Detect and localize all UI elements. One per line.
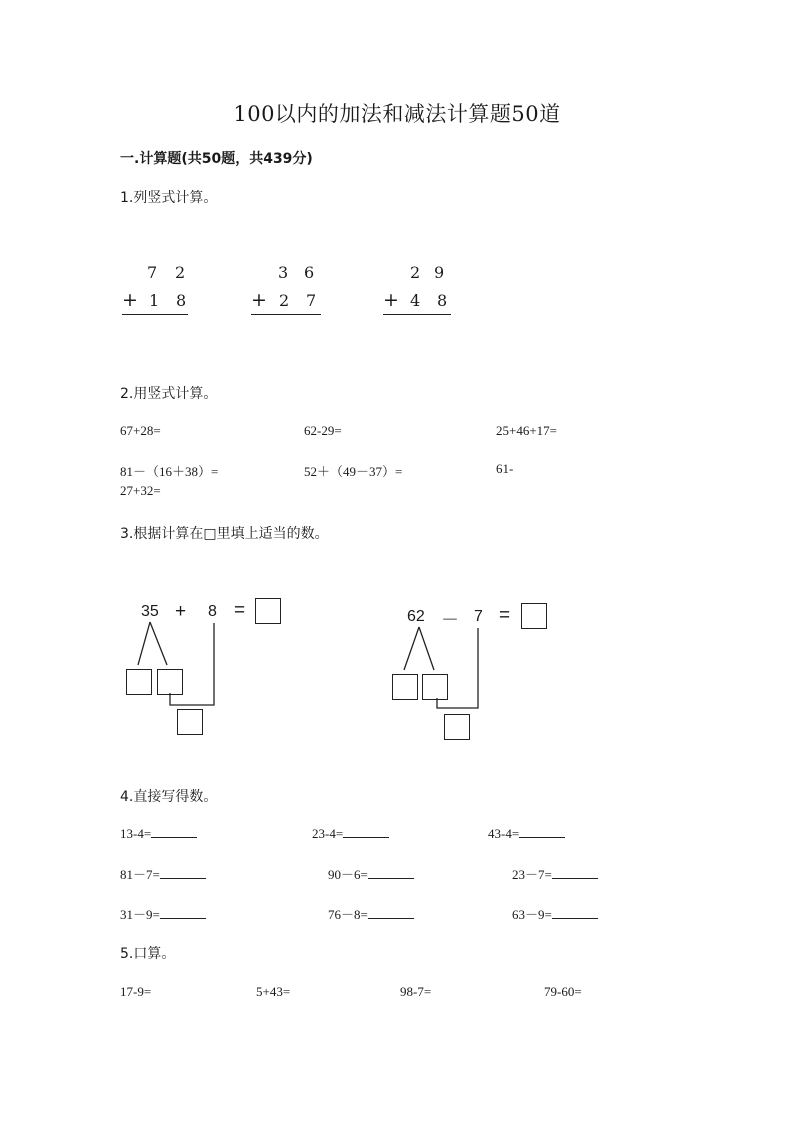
expression: 43-4= (488, 826, 520, 841)
answer-blank[interactable] (552, 906, 598, 919)
section-heading: 一.计算题(共50题，共439分) (120, 151, 313, 167)
subtrahend: 7 (474, 608, 483, 625)
first-addend: 35 (141, 603, 159, 620)
partial-sum-box[interactable] (177, 709, 203, 735)
expression: 90－6= (328, 867, 368, 882)
mental-math-item (120, 904, 206, 923)
split-box-tens[interactable] (392, 674, 418, 700)
expression-item: 81－（16＋38）= (120, 464, 219, 479)
expression: 76－8= (328, 907, 368, 922)
oral-math-item: 5+43= (256, 984, 291, 999)
equals-sign: = (499, 605, 511, 626)
answer-blank[interactable] (368, 906, 414, 919)
expression: 23-4= (312, 826, 344, 841)
mental-math-item (328, 864, 414, 883)
mental-math-item (328, 904, 414, 923)
bottom-tens-digit: 4 (410, 291, 421, 310)
mental-math-item (312, 825, 389, 842)
expression-item: 52＋（49－37）= (304, 464, 403, 479)
plus-sign: + (122, 289, 138, 311)
bottom-ones-digit: 7 (306, 291, 317, 310)
answer-box[interactable] (255, 598, 281, 624)
expression-item: 27+32= (120, 483, 161, 498)
sum-line (122, 314, 188, 315)
expression: 81－7= (120, 867, 160, 882)
bottom-ones-digit: 8 (176, 291, 187, 310)
expression: 23－7= (512, 867, 552, 882)
split-box-tens[interactable] (126, 669, 152, 695)
expression: 31－9= (120, 907, 160, 922)
top-tens-digit: 3 (278, 263, 289, 282)
question-4-heading: 4.直接写得数。 (120, 789, 218, 805)
oral-math-item: 79-60= (544, 984, 582, 999)
answer-blank[interactable] (160, 866, 206, 879)
expression-item: 61- (496, 461, 514, 476)
equals-sign: = (234, 600, 246, 621)
answer-box[interactable] (521, 603, 547, 629)
split-box-ones[interactable] (157, 669, 183, 695)
top-tens-digit: 7 (147, 263, 158, 282)
operator: + (175, 601, 187, 622)
answer-blank[interactable] (552, 866, 598, 879)
bottom-tens-digit: 2 (279, 291, 290, 310)
question-5-heading: 5.口算。 (120, 946, 176, 962)
mental-math-item (488, 825, 565, 842)
top-ones-digit: 2 (175, 263, 186, 282)
expression: 63－9= (512, 907, 552, 922)
page-title: 100以内的加法和减法计算题50道 (233, 102, 561, 126)
answer-blank[interactable] (151, 825, 197, 838)
top-ones-digit: 9 (434, 263, 445, 282)
question-3-heading: 3.根据计算在□里填上适当的数。 (120, 526, 329, 542)
expression-item: 25+46+17= (496, 423, 557, 438)
operator: － (441, 610, 459, 630)
plus-sign: + (383, 289, 399, 311)
second-addend: 8 (208, 603, 217, 620)
split-box-ones[interactable] (422, 674, 448, 700)
mental-math-item (512, 904, 598, 923)
expression: 13-4= (120, 826, 152, 841)
decomposition-lines (120, 615, 230, 715)
answer-blank[interactable] (519, 825, 565, 838)
sum-line (383, 314, 451, 315)
answer-blank[interactable] (368, 866, 414, 879)
top-tens-digit: 2 (410, 263, 421, 282)
bottom-tens-digit: 1 (149, 291, 160, 310)
oral-math-item: 98-7= (400, 984, 432, 999)
mental-math-item (120, 864, 206, 883)
partial-result-box[interactable] (444, 714, 470, 740)
mental-math-item (512, 864, 598, 883)
question-2-heading: 2.用竖式计算。 (120, 386, 218, 402)
top-ones-digit: 6 (304, 263, 315, 282)
sum-line (251, 314, 321, 315)
expression-item: 62-29= (304, 423, 342, 438)
bottom-ones-digit: 8 (437, 291, 448, 310)
answer-blank[interactable] (343, 825, 389, 838)
minuend: 62 (407, 608, 425, 625)
question-1-heading: 1.列竖式计算。 (120, 190, 218, 206)
expression-item: 67+28= (120, 423, 161, 438)
oral-math-item: 17-9= (120, 984, 152, 999)
decomposition-lines (390, 620, 500, 720)
mental-math-item (120, 825, 197, 842)
answer-blank[interactable] (160, 906, 206, 919)
plus-sign: + (251, 289, 267, 311)
